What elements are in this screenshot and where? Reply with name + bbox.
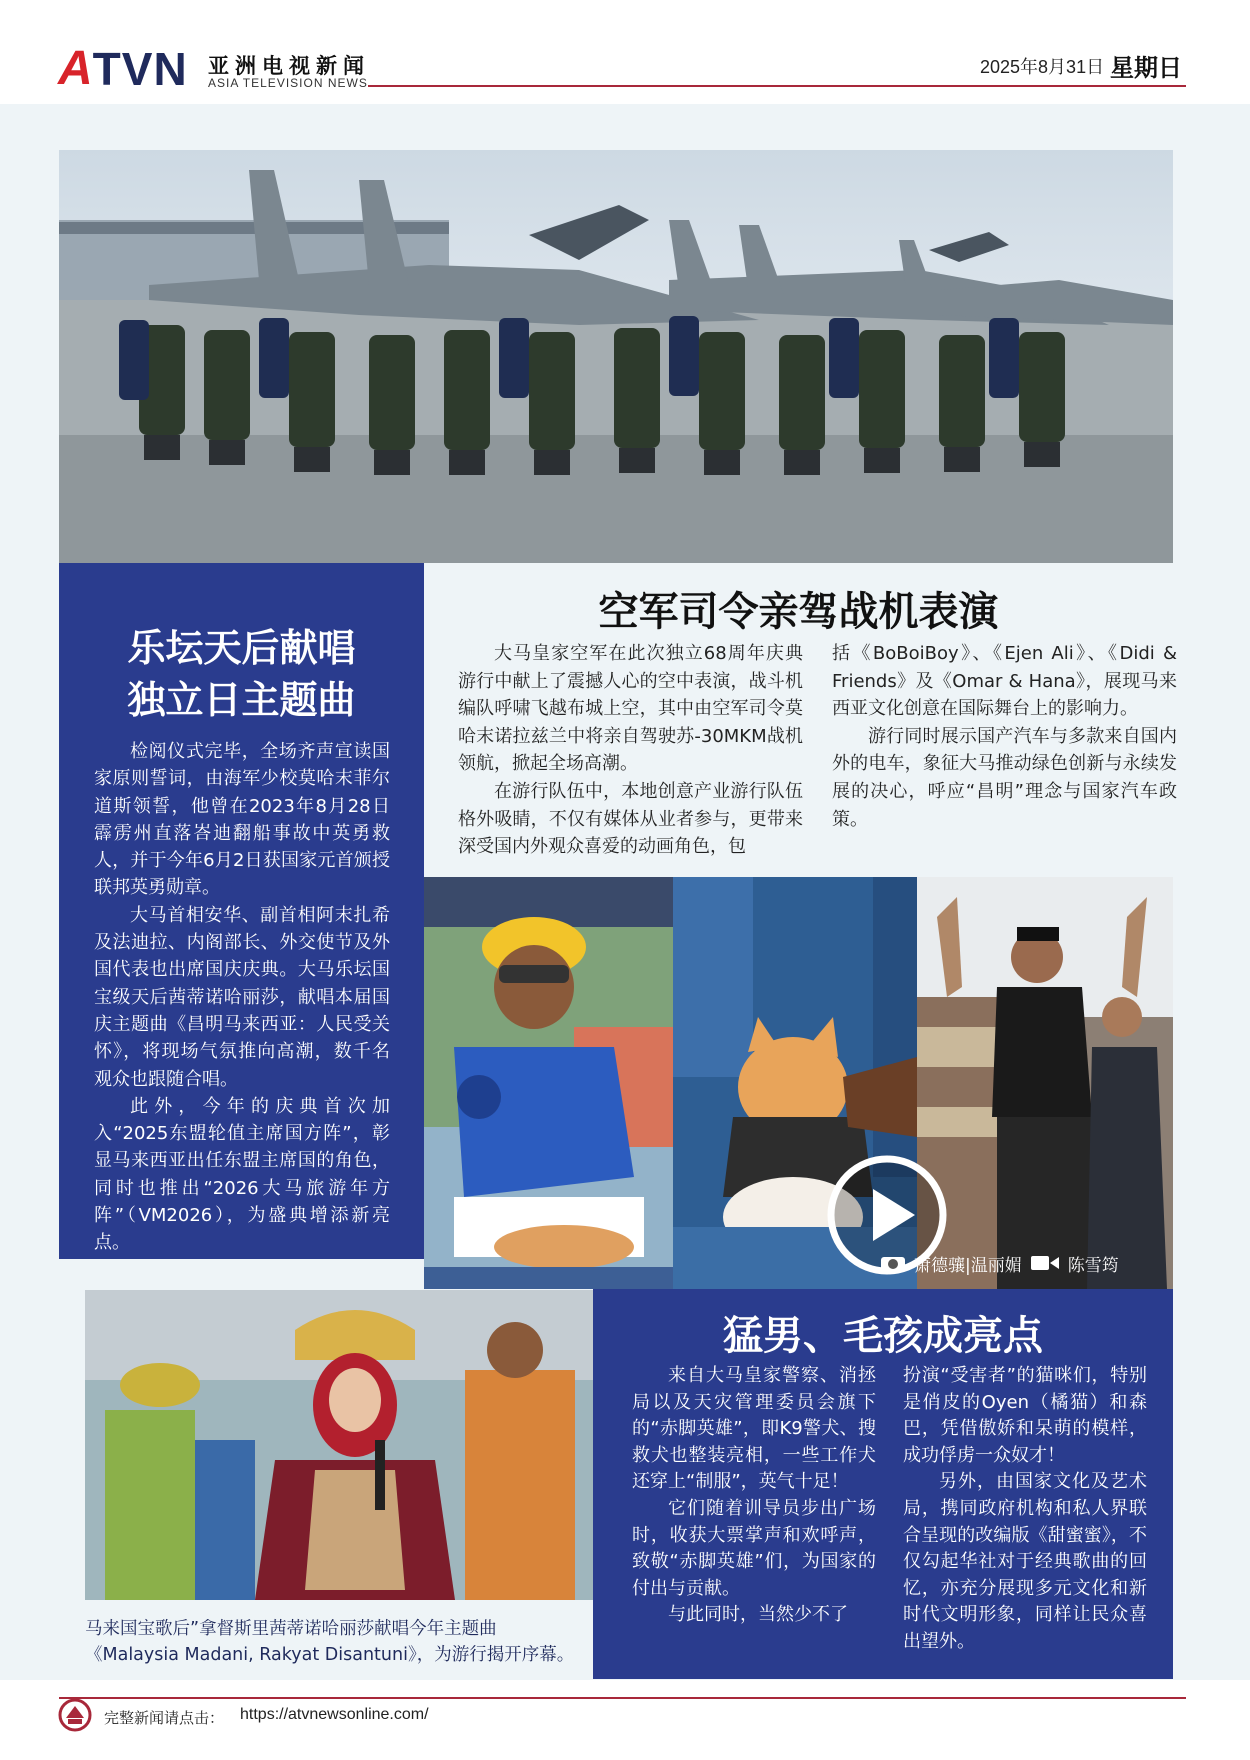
- top-article-paragraph: 大马皇家空军在此次独立68周年庆典游行中献上了震撼人心的空中表演，战斗机编队呼啸飞越布城上空，其中由空军司令莫哈末诺拉兹兰中将亲自驾驶苏-30MKM战机领航，掀起全场高潮。: [458, 643, 803, 775]
- photo-rescue-worker-cat: [424, 877, 673, 1289]
- photo-caption-line1: 马来国宝歌后”拿督斯里茜蒂诺哈丽莎献唱今年主题曲: [85, 1619, 497, 1639]
- left-article-paragraph: 此外，今年的庆典首次加入“2025东盟轮值主席国方阵”，彰显马来西亚出任东盟主席国的角色，同时也推出“2026大马旅游年方阵”（VM2026），为盛典增添新亮点。: [94, 1095, 390, 1254]
- video-camera-icon: [1030, 1254, 1060, 1272]
- photo-credit-names: 萧德骧|温丽媚: [914, 1255, 1022, 1276]
- top-article-column-1: [458, 640, 803, 861]
- logo-a-mark: A: [58, 42, 93, 95]
- bottom-article-column-1: [632, 1363, 876, 1629]
- footer-emblem-icon: [58, 1698, 92, 1732]
- left-article-body: [94, 738, 390, 1257]
- photo-singer-performance: [85, 1290, 593, 1600]
- footer-news-link[interactable]: https://atvnewsonline.com/: [240, 1706, 429, 1723]
- photo-caption: [85, 1616, 625, 1668]
- logo-tvn-text: TVN: [92, 43, 188, 95]
- bottom-article-paragraph-continued: 扮演“受害者”的猫咪们，特别是俏皮的Oyen（橘猫）和森巴，凭借傲娇和呆萌的模样，成功俘虏一众奴才！: [903, 1365, 1147, 1466]
- header-divider: [368, 85, 1186, 87]
- top-article-paragraph: 在游行队伍中，本地创意产业游行队伍格外吸睛，不仅有媒体从业者参与，更带来深受国内外观众喜爱的动画角色，包: [458, 780, 803, 858]
- photo-police-officers-waving: [917, 877, 1173, 1289]
- atvn-logo[interactable]: [58, 42, 188, 95]
- bottom-article-paragraph: 另外，由国家文化及艺术局，携同政府机构和私人界联合呈现的改编版《甜蜜蜜》，不仅勾起华社对于经典歌曲的回忆，亦充分展现多元文化和新时代文明形象，同样让民众喜出望外。: [903, 1471, 1147, 1652]
- police-officers-illustration: [917, 877, 1173, 1289]
- bottom-article-paragraph: 它们随着训导员步出广场时，收获大票掌声和欢呼声，致敬“赤脚英雄”们，为国家的付出与贡献。: [632, 1497, 876, 1599]
- left-article-paragraph: 检阅仪式完毕，全场齐声宣读国家原则誓词，由海军少校莫哈末菲尔道斯领誓，他曾在2023年8月28日霹雳州直落峇迪翻船事故中英勇救人，并于今年6月2日获国家元首颁授联邦英勇勋章。: [94, 741, 390, 899]
- issue-weekday: 星期日: [1110, 54, 1182, 82]
- hero-photo-jets-pilots: [59, 150, 1173, 563]
- top-article-column-2: [832, 640, 1177, 833]
- bottom-article-paragraph: 来自大马皇家警察、消拯局以及天灾管理委员会旗下的“赤脚英雄”，即K9警犬、搜救犬也整装亮相，一些工作犬还穿上“制服”，英气十足！: [632, 1365, 876, 1493]
- brand-name-chinese: 亚洲电视新闻: [208, 54, 370, 78]
- bottom-article-column-2: [903, 1363, 1147, 1656]
- top-article-title: 空军司令亲驾战机表演: [598, 589, 999, 635]
- footer-label: 完整新闻请点击：: [104, 1709, 225, 1727]
- left-article-title: [59, 622, 424, 726]
- video-credit-name: 陈雪筠: [1067, 1255, 1119, 1276]
- jets-pilots-illustration: [59, 150, 1173, 563]
- singer-illustration: [85, 1290, 593, 1600]
- bottom-article-paragraph: 与此同时，当然少不了: [668, 1604, 848, 1626]
- bottom-article-title: 猛男、毛孩成亮点: [723, 1313, 1043, 1359]
- left-article-title-line2: 独立日主题曲: [127, 678, 356, 722]
- left-article-paragraph: 大马首相安华、副首相阿末扎希及法迪拉、内阁部长、外交使节及外国代表也出席国庆庆典。大马乐坛国宝级天后茜蒂诺哈丽莎，献唱本届国庆主题曲《昌明马来西亚：人民受关怀》，将现场气氛推向高潮，数千名观众也跟随合唱。: [94, 904, 390, 1090]
- footer-divider: [59, 1697, 1186, 1699]
- issue-date: 2025年8月31日: [980, 57, 1105, 77]
- brand-name-english: ASIA TELEVISION NEWS: [208, 76, 368, 90]
- camera-icon: [880, 1253, 906, 1273]
- top-article-paragraph: 游行同时展示国产汽车与多款来自国内外的电车，象征大马推动绿色创新与永续发展的决心，呼应“昌明”理念与国家汽车政策。: [832, 725, 1177, 830]
- top-article-paragraph-continued: 括《BoBoiBoy》、《Ejen Ali》、《Didi & Friends》及《Omar & Hana》，展现马来西亚文化创意在国际舞台上的影响力。: [832, 643, 1177, 720]
- photo-credit: [880, 1248, 1119, 1278]
- rescue-worker-illustration: [424, 877, 673, 1289]
- left-article-title-line1: 乐坛天后献唱: [127, 626, 356, 670]
- photo-caption-line2: 《Malaysia Madani, Rakyat Disantuni》，为游行揭开序幕。: [85, 1645, 575, 1665]
